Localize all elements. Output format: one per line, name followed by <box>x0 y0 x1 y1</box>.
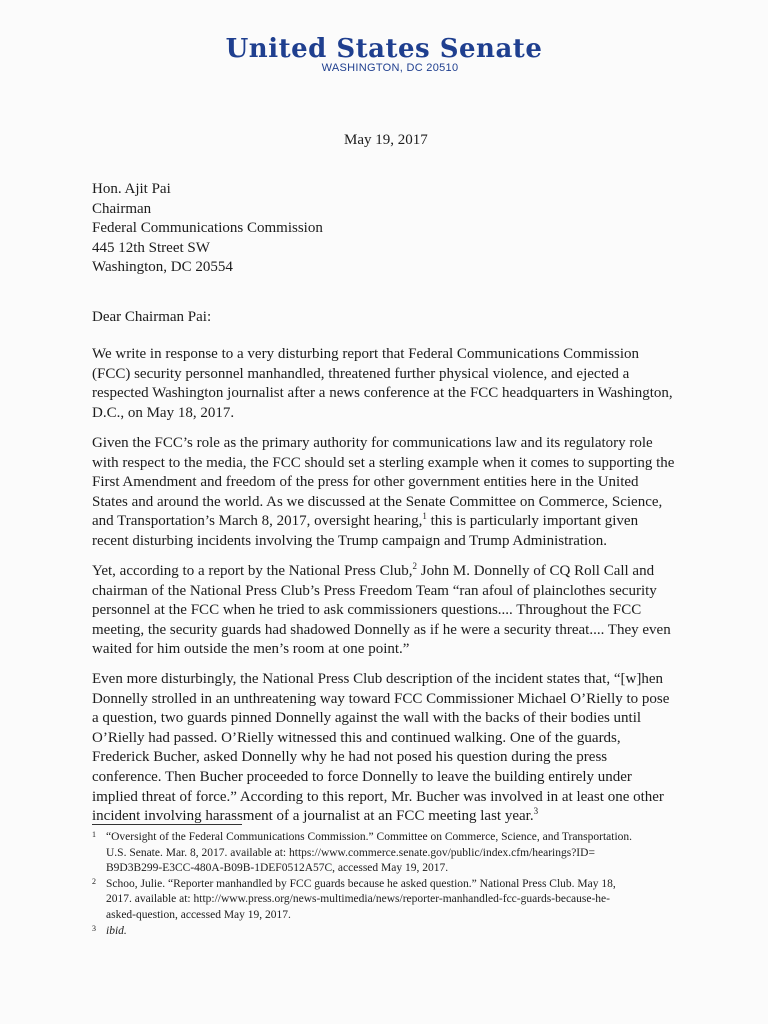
paragraph-line: meeting, the security guards had shadowed Donnelly as if he were a security threat.... They even <box>92 621 671 638</box>
paragraph-line: D.C., on May 18, 2017. <box>92 404 235 421</box>
paragraph-line: with respect to the media, the FCC should set a sterling example when it comes to supporting the <box>92 454 675 471</box>
paragraph-line-part: and Transportation’s March 8, 2017, oversight hearing, <box>92 513 423 530</box>
footnote-number: 1 <box>92 830 96 839</box>
paragraph-line: We write in response to a very disturbing report that Federal Communications Commission <box>92 346 640 362</box>
paragraph-line: Given the FCC’s role as the primary authority for communications law and its regulatory role <box>92 435 653 451</box>
footnote-line: Schoo, Julie. “Reporter manhandled by FCC guards because he asked question.” National Press Club. May 18, <box>106 877 616 890</box>
paragraph-line-part: John M. Donnelly of CQ Roll Call and <box>417 563 655 579</box>
footnotes <box>92 830 692 939</box>
footnote-number: 3 <box>92 923 96 933</box>
paragraph-line: respected Washington journalist after a news conference at the FCC headquarters in Washington, <box>92 385 673 402</box>
address-line-title: Chairman <box>92 200 152 217</box>
footnote-2 <box>92 877 692 924</box>
paragraph-line: recent disturbing incidents involving the Trump campaign and Trump Administration. <box>92 532 607 549</box>
address-line-city: Washington, DC 20554 <box>92 259 233 275</box>
paragraph-line: chairman of the National Press Club’s Press Freedom Team “ran afoul of plainclothes security <box>92 582 657 599</box>
paragraph-4 <box>92 670 692 827</box>
paragraph-line <box>92 562 692 582</box>
paragraph-line-part: this is particularly important given <box>426 513 639 530</box>
footnote-line: B9D3B299-E3CC-480A-B09B-1DEF0512A57C, accessed May 19, 2017. <box>106 862 449 875</box>
footnote-mark-2: 2 <box>412 561 418 571</box>
paragraph-line: Even more disturbingly, the National Press Club description of the incident states that, “[w]hen <box>92 671 663 687</box>
footnote-mark-3: 3 <box>533 806 539 817</box>
paragraph-2 <box>92 434 692 552</box>
footnote-divider <box>92 824 242 825</box>
letter-date: May 19, 2017 <box>344 132 428 148</box>
recipient-address <box>92 180 323 278</box>
paragraph-line: personnel at the FCC when he tried to ask commissioners questions.... Throughout the FCC <box>92 602 642 619</box>
paragraph-line-part: incident involving harassment of a journalist at an FCC meeting last year. <box>92 808 534 825</box>
footnote-line: “Oversight of the Federal Communications Commission.” Committee on Commerce, Science, and Transportation. <box>106 831 633 843</box>
paragraph-line: conference. Then Bucher proceeded to force Donnelly to leave the building entirely under <box>92 768 632 785</box>
footnote-1 <box>92 830 692 877</box>
paragraph-line: Donnelly strolled in an unthreatening way toward FCC Commissioner Michael O’Rielly to pose <box>92 690 670 707</box>
paragraph-1 <box>92 345 692 423</box>
footnote-line: U.S. Senate. Mar. 8, 2017. available at: https://www.commerce.senate.gov/public/index.cfm/hearings?ID= <box>106 846 595 859</box>
address-line-org: Federal Communications Commission <box>92 220 323 236</box>
paragraph-line: implied threat of force.” According to this report, Mr. Bucher was involved in at least one other <box>92 788 664 805</box>
paragraph-3 <box>92 562 692 660</box>
letterhead-city: WASHINGTON, DC 20510 <box>321 62 459 74</box>
address-line-street: 445 12th Street SW <box>92 239 210 256</box>
footnote-line: ibid. <box>106 924 127 937</box>
paragraph-line <box>92 512 692 532</box>
paragraph-line: O’Rielly had passed. O’Rielly witnessed this and continued walking. One of the guards, <box>92 729 621 746</box>
paragraph-line: (FCC) security personnel manhandled, threatened further physical violence, and ejected a <box>92 365 630 382</box>
paragraph-line: First Amendment and freedom of the press for other government entities here in the United <box>92 474 639 491</box>
footnote-line: asked-question, accessed May 19, 2017. <box>106 908 291 921</box>
paragraph-line: a question, two guards pinned Donnelly against the wall with the backs of their bodies until <box>92 710 642 727</box>
footnote-3 <box>92 924 692 940</box>
footnote-mark-1: 1 <box>422 511 427 522</box>
salutation: Dear Chairman Pai: <box>92 309 212 325</box>
paragraph-line: Frederick Bucher, asked Donnelly why he had not posed his question during the press <box>92 749 608 766</box>
footnote-line: 2017. available at: http://www.press.org/news-multimedia/news/reporter-manhandled-fcc-guards-because-he- <box>106 893 610 906</box>
footnote-number: 2 <box>92 876 96 886</box>
letterhead-title: United States Senate <box>225 34 543 64</box>
paragraph-line: waited for him outside the men’s room at one point.” <box>92 641 410 658</box>
paragraph-line-part: Yet, according to a report by the National Press Club, <box>92 563 413 579</box>
letterhead <box>0 34 768 74</box>
address-line-name: Hon. Ajit Pai <box>92 181 171 197</box>
paragraph-line: States and around the world. As we discussed at the Senate Committee on Commerce, Science, <box>92 493 663 510</box>
